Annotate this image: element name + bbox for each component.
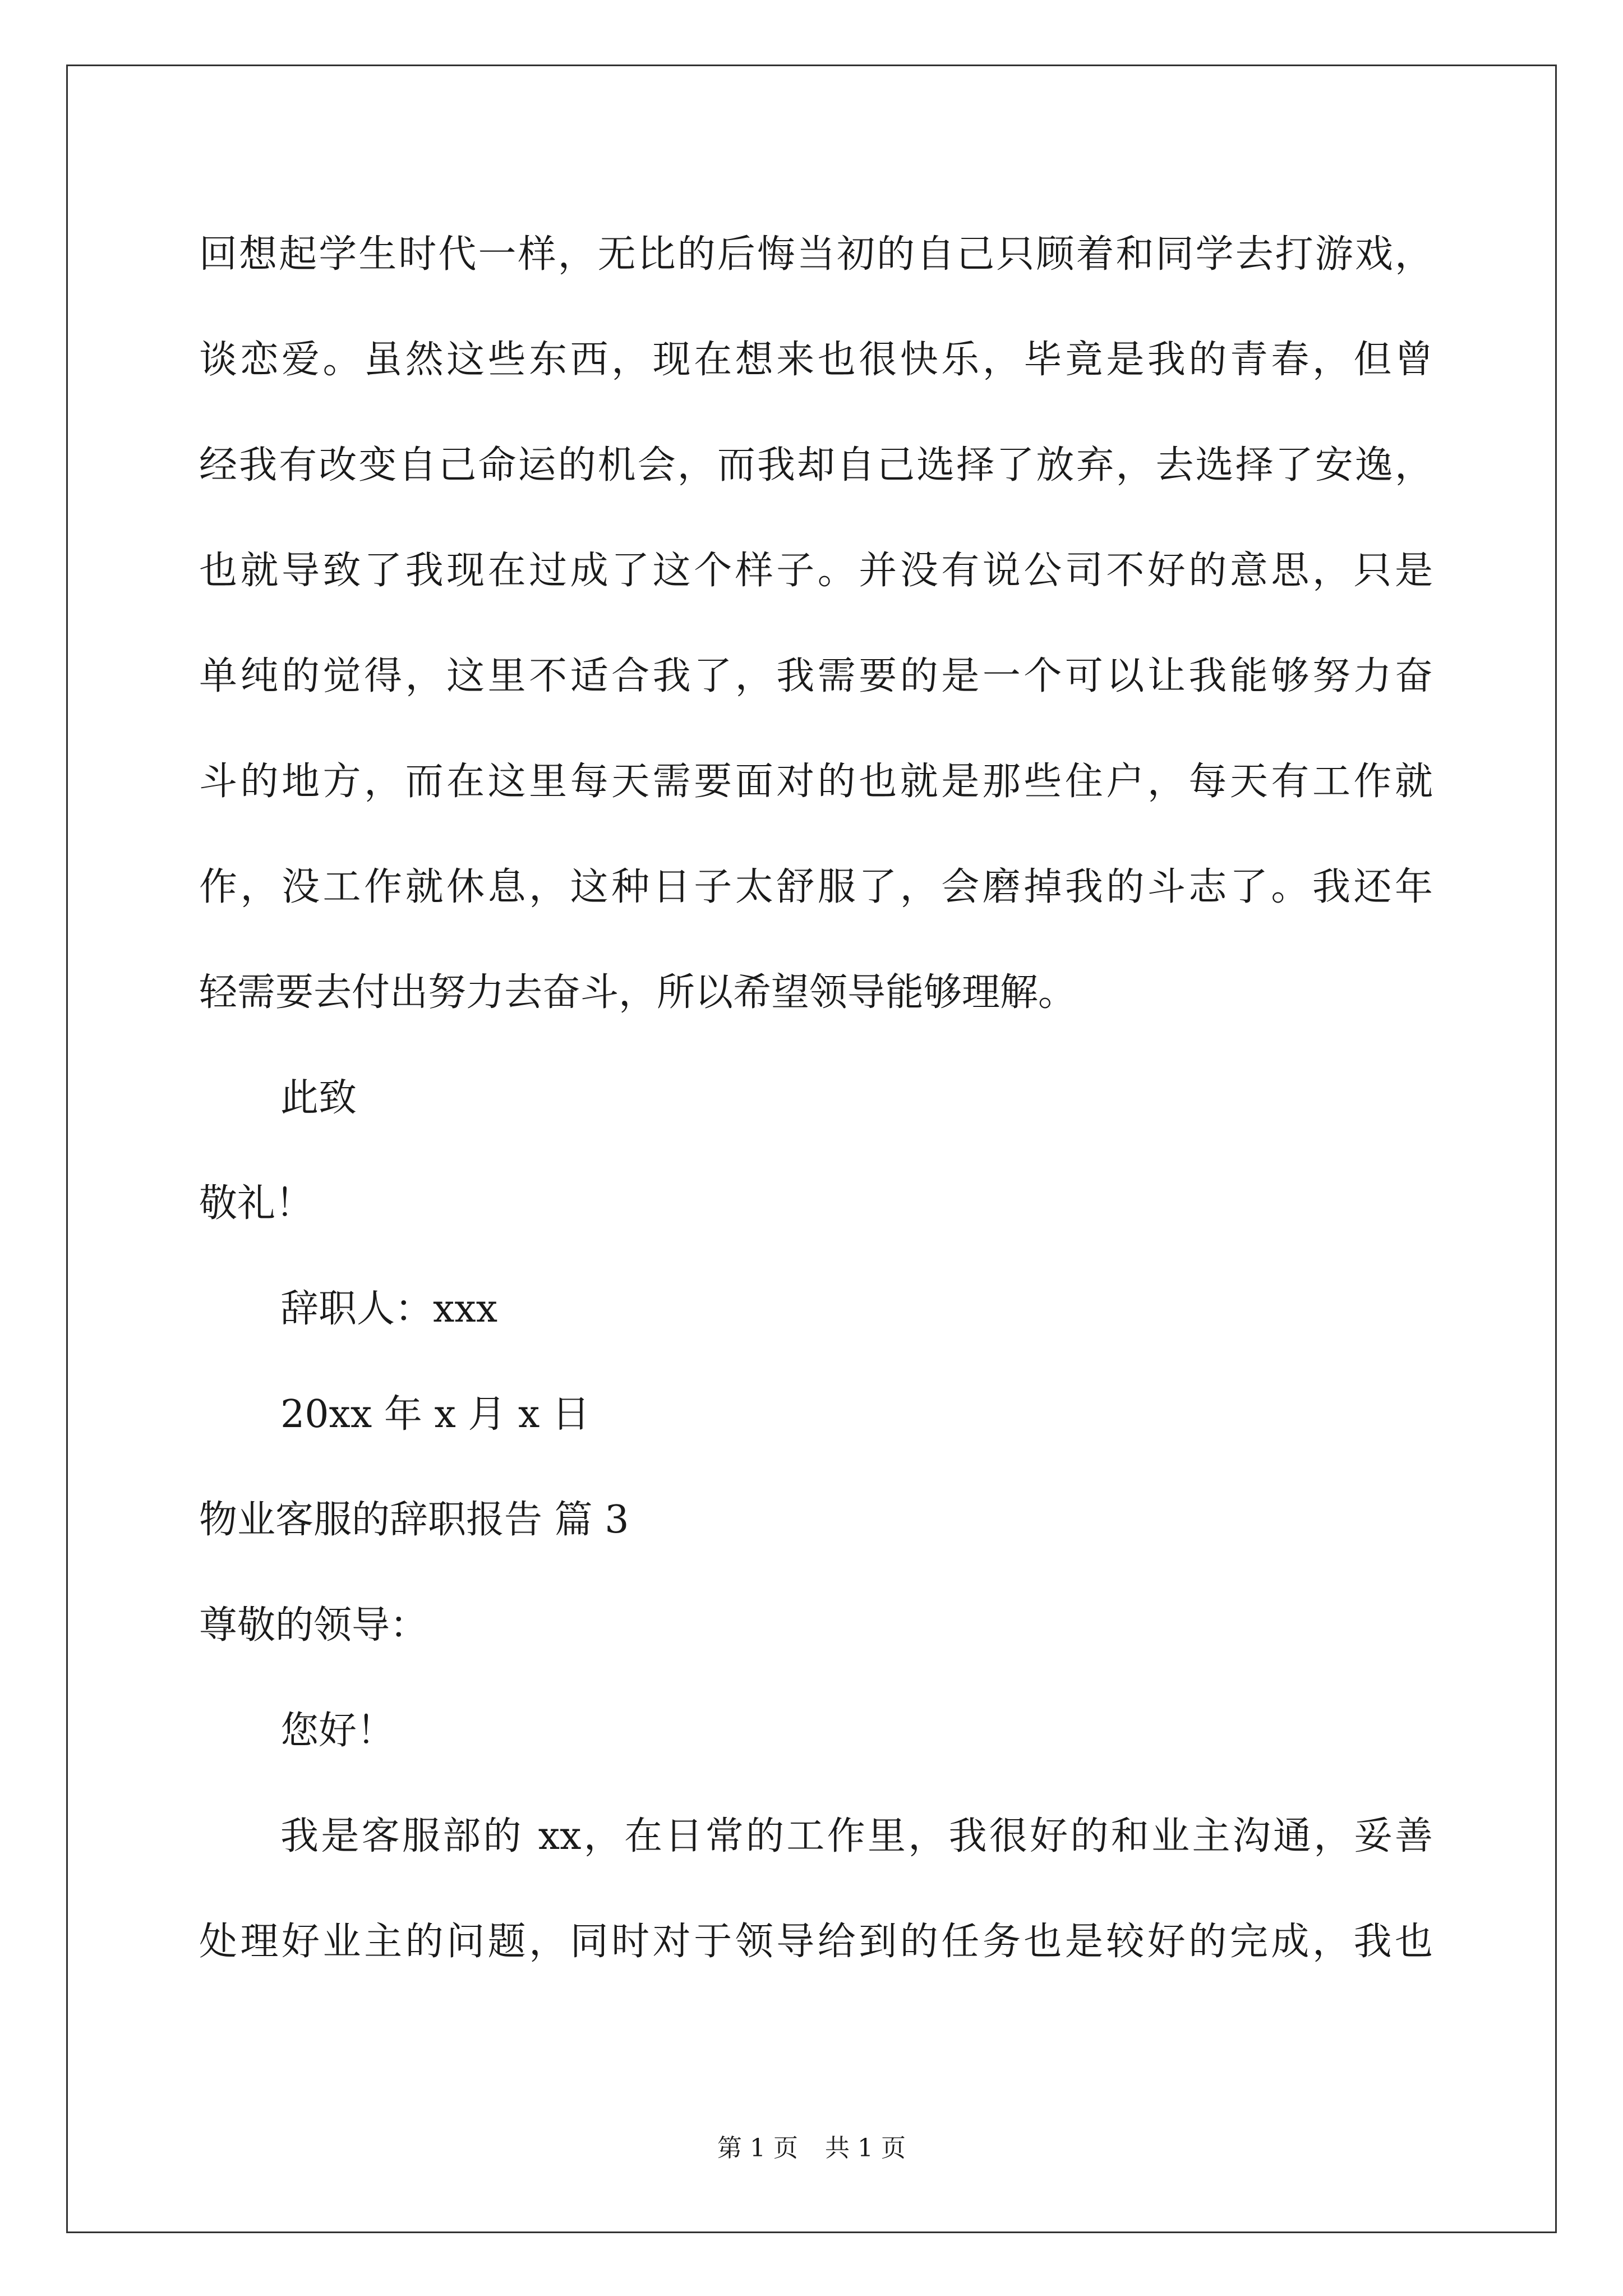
paragraph-line: 单纯的觉得，这里不适合我了，我需要的是一个可以让我能够努力奋 (199, 654, 1433, 698)
paragraph-line: 作，没工作就休息，这种日子太舒服了，会磨掉我的斗志了。我还年 (199, 865, 1433, 909)
paragraph-line: 轻需要去付出努力去奋斗，所以希望领导能够理解。 (199, 970, 1077, 1015)
section-heading: 物业客服的辞职报告 篇 3 (199, 1498, 629, 1542)
paragraph-line: 也就导致了我现在过成了这个样子。并没有说公司不好的意思，只是 (199, 549, 1433, 593)
paragraph-line: 我是客服部的 xx，在日常的工作里，我很好的和业主沟通，妥善 (280, 1814, 1433, 1858)
document-body (199, 202, 1433, 1995)
salutation-closing: 敬礼！ (199, 1181, 314, 1226)
recipient-greeting: 尊敬的领导： (199, 1603, 428, 1648)
closing-phrase: 此致 (280, 1076, 357, 1120)
paragraph-line: 处理好业主的问题，同时对于领导给到的任务也是较好的完成，我也 (199, 1920, 1433, 1964)
paragraph-line: 回想起学生时代一样，无比的后悔当初的自己只顾着和同学去打游戏， (199, 232, 1433, 277)
greeting: 您好！ (280, 1709, 395, 1753)
date-line: 20xx 年 x 月 x 日 (280, 1392, 591, 1437)
page-number-current: 第 1 页 (717, 2134, 798, 2162)
paragraph-line: 斗的地方，而在这里每天需要面对的也就是那些住户，每天有工作就 (199, 760, 1433, 804)
page-number-total: 共 1 页 (825, 2134, 906, 2162)
page-footer (0, 2132, 1623, 2165)
paragraph-line: 经我有改变自己命运的机会，而我却自己选择了放弃，去选择了安逸， (199, 443, 1433, 487)
paragraph-line: 谈恋爱。虽然这些东西，现在想来也很快乐，毕竟是我的青春，但曾 (199, 338, 1433, 382)
signature-line: 辞职人：xxx (280, 1287, 498, 1331)
